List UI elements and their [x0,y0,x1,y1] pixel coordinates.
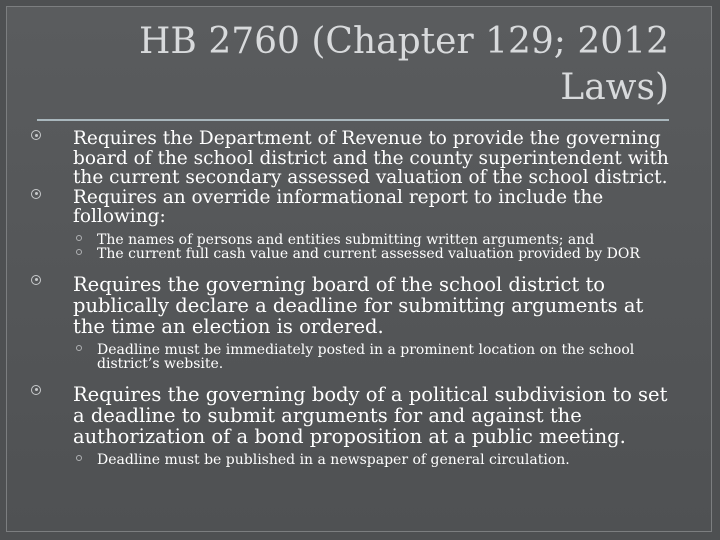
bullet-text: Requires the Department of Revenue to provide the governing board of the school district and the county superintendent with the current secondary assessed valuation of the school district. [73,128,669,188]
bullet-circle-icon [31,189,41,199]
sub-bullet-circle-icon [76,235,82,241]
sub-bullet-item [29,453,679,468]
sub-bullet-item [29,343,679,372]
bullet-item [29,129,679,188]
bullet-item [29,384,679,447]
title-divider [37,119,669,121]
sub-bullet-text: The current full cash value and current assessed valuation provided by DOR [97,246,640,262]
bullet-circle-icon [31,130,41,140]
bullet-item [29,188,679,227]
sub-bullet-circle-icon [76,345,82,351]
sub-bullet-item [29,233,679,248]
sub-bullet-text: The names of persons and entities submitting written arguments; and [97,231,595,248]
bullet-circle-icon [31,275,41,285]
bullet-circle-icon [31,385,41,395]
sub-bullet-item [29,247,679,262]
sub-bullet-text: Deadline must be published in a newspaper of general circulation. [97,451,570,468]
sub-bullet-text: Deadline must be immediately posted in a prominent location on the school district’s website. [97,341,635,372]
bullet-text: Requires the governing board of the school district to publically declare a deadline for submitting arguments at the time an election is ordered. [73,272,644,338]
slide-title: HB 2760 (Chapter 129; 2012 Laws) [139,21,669,108]
bullet-text: Requires an override informational report to include the following: [73,186,604,227]
slide-content [29,129,679,467]
sub-bullet-circle-icon [76,249,82,255]
sub-bullet-circle-icon [76,455,82,461]
bullet-item [29,274,679,337]
bullet-text: Requires the governing body of a political subdivision to set a deadline to submit arguments for and against the authorization of a bond proposition at a public meeting. [73,382,668,448]
slide-frame [6,6,712,532]
